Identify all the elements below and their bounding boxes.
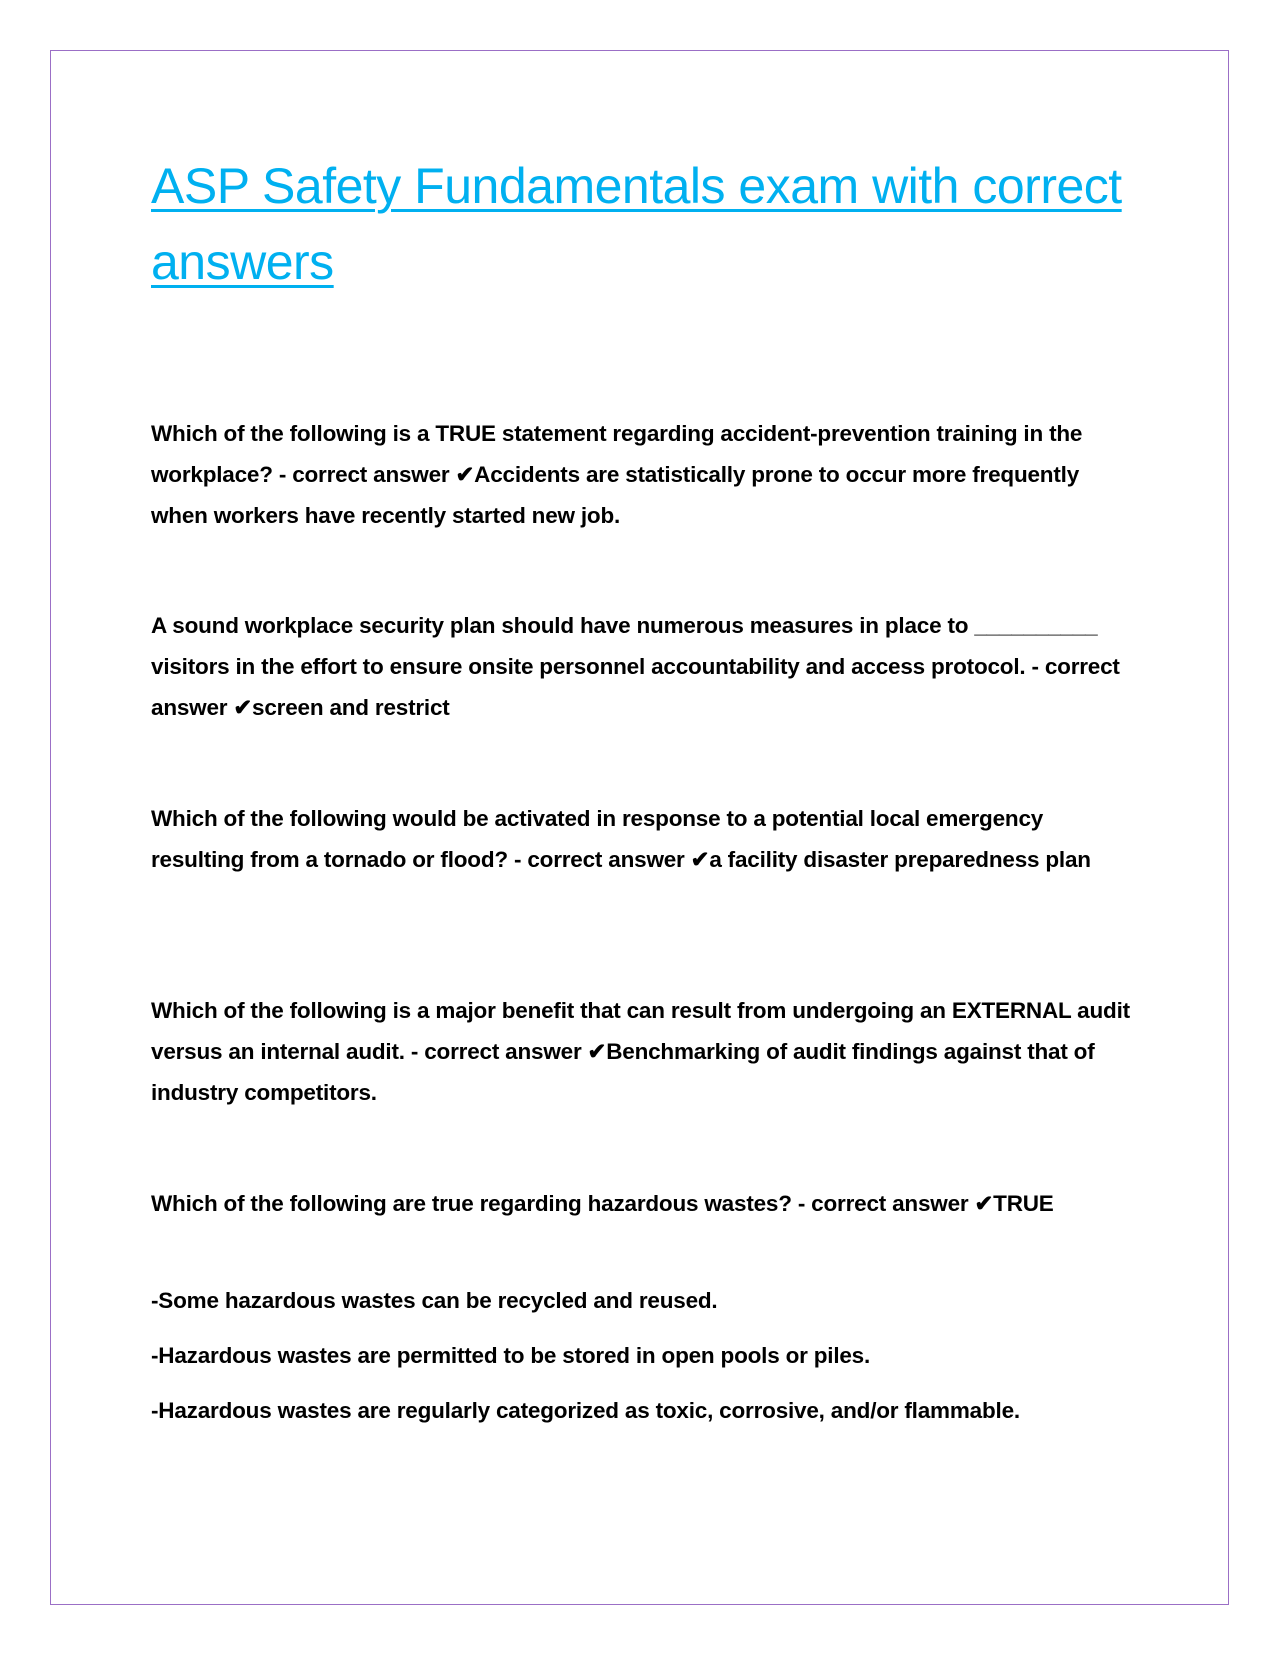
question-1: Which of the following is a TRUE statement regarding accident-prevention training in the workplace? - correct answer ✔Accidents are statistically prone to occur more frequently when workers have recently started new job. <box>151 421 1083 528</box>
bullet-item: -Hazardous wastes are regularly categorized as toxic, corrosive, and/or flammable. <box>151 1398 1020 1423</box>
question-3: Which of the following would be activated in response to a potential local emergency resulting from a tornado or flood? - correct answer ✔a facility disaster preparedness plan <box>151 806 1091 872</box>
question-4: Which of the following is a major benefit that can result from undergoing an EXTERNAL audit versus an internal audit. - correct answer ✔Benchmarking of audit findings against that of industry competitors. <box>151 998 1130 1105</box>
bullet-item: -Hazardous wastes are permitted to be stored in open pools or piles. <box>151 1343 871 1368</box>
document-title[interactable]: ASP Safety Fundamentals exam with correct answers <box>151 158 1122 290</box>
question-2: A sound workplace security plan should have numerous measures in place to __________ visitors in the effort to ensure onsite personnel accountability and access protocol. - correct answer ✔screen and restrict <box>151 613 1120 720</box>
bullet-item: -Some hazardous wastes can be recycled and reused. <box>151 1288 718 1313</box>
question-5: Which of the following are true regarding hazardous wastes? - correct answer ✔TRUE <box>151 1191 1054 1216</box>
